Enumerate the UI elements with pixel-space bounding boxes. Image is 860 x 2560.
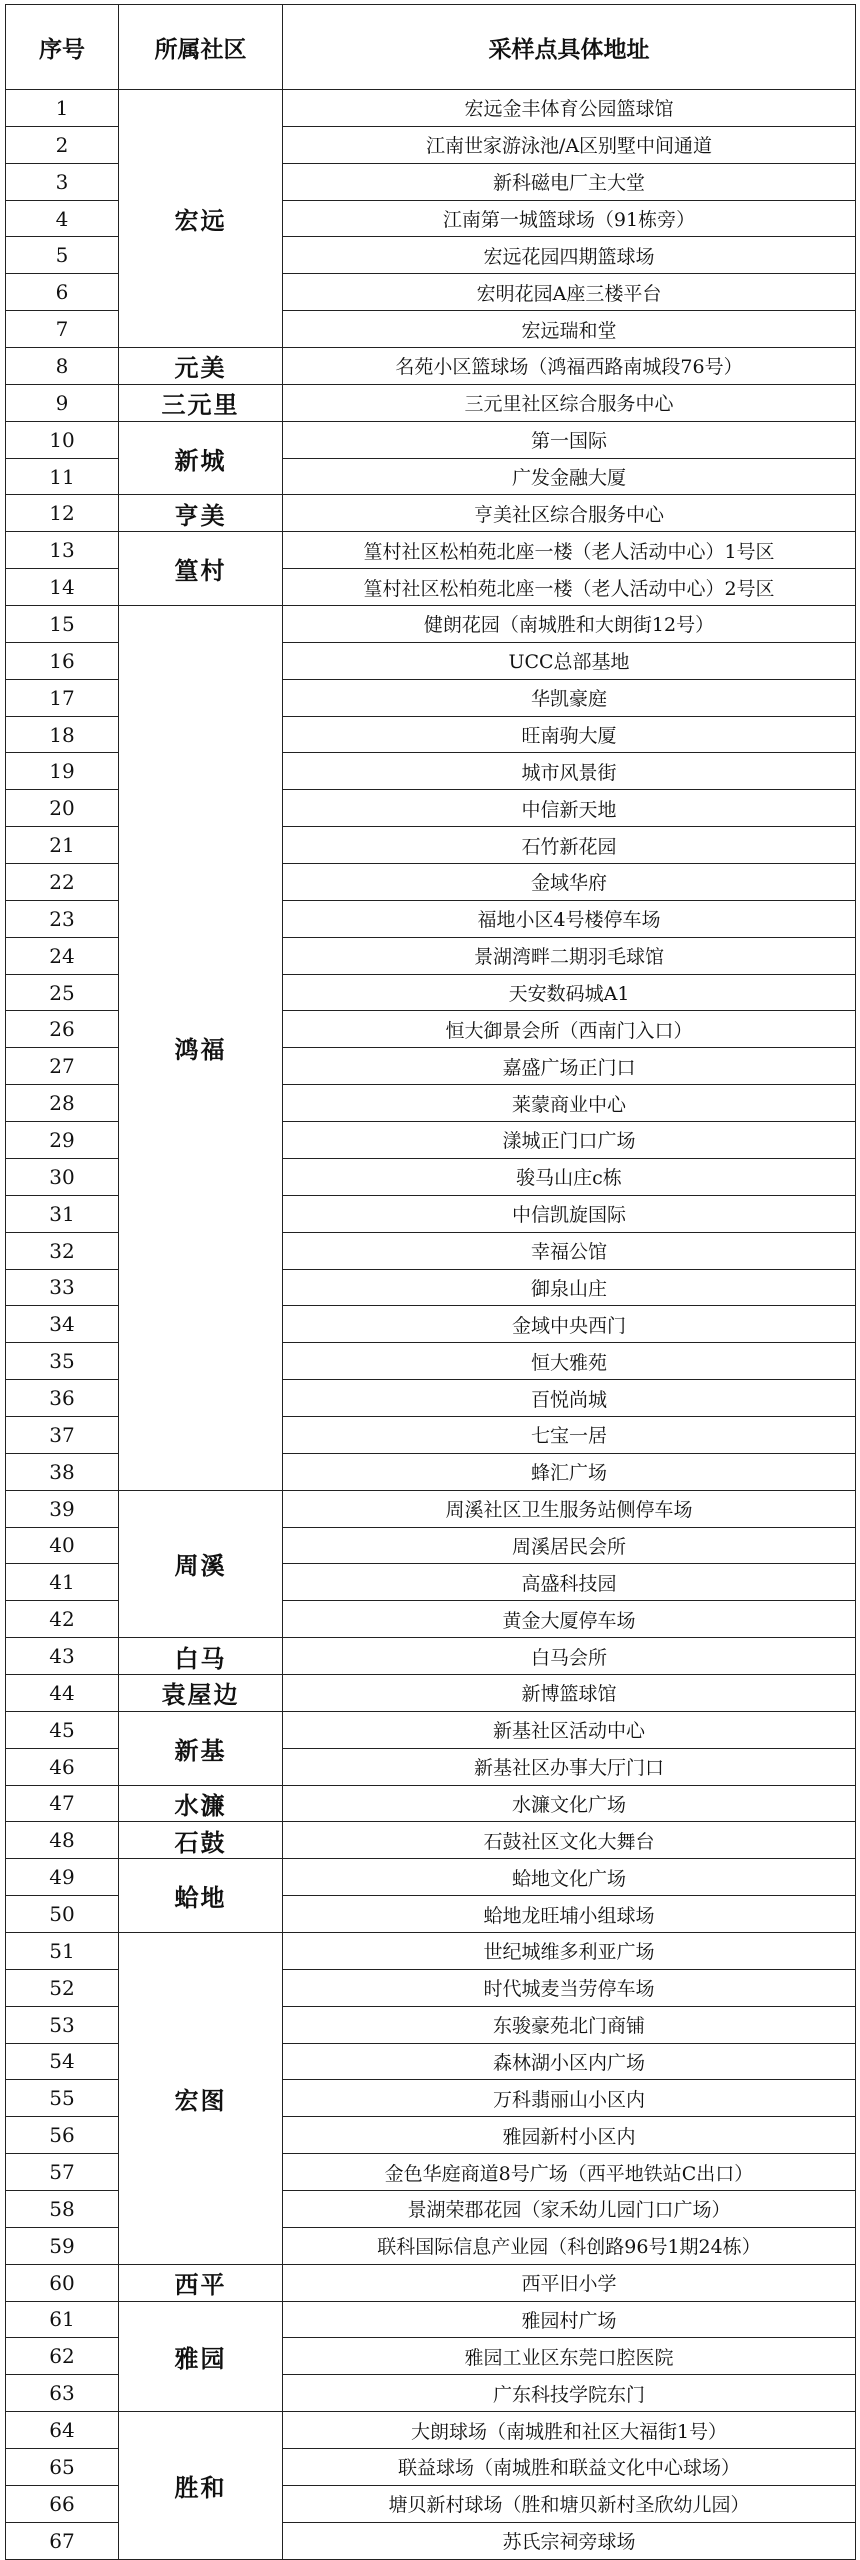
row-number: 9 <box>6 384 119 421</box>
row-number: 12 <box>6 495 119 532</box>
community-cell: 新基 <box>119 1711 283 1785</box>
community-cell: 周溪 <box>119 1490 283 1637</box>
community-cell: 宏远 <box>119 90 283 348</box>
address-cell: 嘉盛广场正门口 <box>283 1048 856 1085</box>
row-number: 54 <box>6 2043 119 2080</box>
row-number: 47 <box>6 1785 119 1822</box>
row-number: 6 <box>6 274 119 311</box>
address-cell: 苏氏宗祠旁球场 <box>283 2522 856 2559</box>
row-number: 57 <box>6 2154 119 2191</box>
row-number: 59 <box>6 2227 119 2264</box>
row-number: 53 <box>6 2006 119 2043</box>
address-cell: 健朗花园（南城胜和大朗街12号） <box>283 606 856 643</box>
address-cell: 石鼓社区文化大舞台 <box>283 1822 856 1859</box>
table-row <box>6 384 856 421</box>
address-cell: 宏远花园四期篮球场 <box>283 237 856 274</box>
address-cell: 宏远金丰体育公园篮球馆 <box>283 90 856 127</box>
row-number: 22 <box>6 864 119 901</box>
header-no: 序号 <box>6 5 119 90</box>
address-cell: 百悦尚城 <box>283 1380 856 1417</box>
address-cell: 蛤地文化广场 <box>283 1859 856 1896</box>
address-cell: 三元里社区综合服务中心 <box>283 384 856 421</box>
row-number: 17 <box>6 679 119 716</box>
address-cell: 新基社区办事大厅门口 <box>283 1748 856 1785</box>
address-cell: 恒大雅苑 <box>283 1343 856 1380</box>
header-address: 采样点具体地址 <box>283 5 856 90</box>
row-number: 65 <box>6 2449 119 2486</box>
address-cell: 石竹新花园 <box>283 827 856 864</box>
address-cell: 江南世家游泳池/A区别墅中间通道 <box>283 126 856 163</box>
row-number: 60 <box>6 2264 119 2301</box>
address-cell: 黄金大厦停车场 <box>283 1601 856 1638</box>
row-number: 33 <box>6 1269 119 1306</box>
address-cell: 新科磁电厂主大堂 <box>283 163 856 200</box>
row-number: 21 <box>6 827 119 864</box>
row-number: 43 <box>6 1638 119 1675</box>
row-number: 16 <box>6 642 119 679</box>
address-cell: 中信新天地 <box>283 790 856 827</box>
community-cell: 篁村 <box>119 532 283 606</box>
header-row <box>6 5 856 90</box>
row-number: 20 <box>6 790 119 827</box>
address-cell: 福地小区4号楼停车场 <box>283 900 856 937</box>
row-number: 23 <box>6 900 119 937</box>
address-cell: 亨美社区综合服务中心 <box>283 495 856 532</box>
row-number: 38 <box>6 1453 119 1490</box>
table-row <box>6 90 856 127</box>
address-cell: 塘贝新村球场（胜和塘贝新村圣欣幼儿园） <box>283 2485 856 2522</box>
row-number: 61 <box>6 2301 119 2338</box>
row-number: 2 <box>6 126 119 163</box>
address-cell: 水濂文化广场 <box>283 1785 856 1822</box>
row-number: 25 <box>6 974 119 1011</box>
address-cell: 万科翡丽山小区内 <box>283 2080 856 2117</box>
row-number: 46 <box>6 1748 119 1785</box>
row-number: 40 <box>6 1527 119 1564</box>
table-row <box>6 1822 856 1859</box>
address-cell: 景湖湾畔二期羽毛球馆 <box>283 937 856 974</box>
row-number: 7 <box>6 311 119 348</box>
table-row <box>6 1674 856 1711</box>
row-number: 66 <box>6 2485 119 2522</box>
address-cell: 华凯豪庭 <box>283 679 856 716</box>
address-cell: 天安数码城A1 <box>283 974 856 1011</box>
row-number: 52 <box>6 1969 119 2006</box>
table-row <box>6 348 856 385</box>
table-row <box>6 495 856 532</box>
address-cell: 莱蒙商业中心 <box>283 1085 856 1122</box>
row-number: 67 <box>6 2522 119 2559</box>
row-number: 18 <box>6 716 119 753</box>
address-cell: UCC总部基地 <box>283 642 856 679</box>
community-cell: 袁屋边 <box>119 1674 283 1711</box>
row-number: 27 <box>6 1048 119 1085</box>
community-cell: 石鼓 <box>119 1822 283 1859</box>
table-row <box>6 1859 856 1896</box>
row-number: 32 <box>6 1232 119 1269</box>
address-cell: 雅园村广场 <box>283 2301 856 2338</box>
community-cell: 鸿福 <box>119 606 283 1491</box>
row-number: 42 <box>6 1601 119 1638</box>
address-cell: 中信凯旋国际 <box>283 1195 856 1232</box>
address-cell: 景湖荣郡花园（家禾幼儿园门口广场） <box>283 2190 856 2227</box>
table-row <box>6 1711 856 1748</box>
row-number: 26 <box>6 1011 119 1048</box>
address-cell: 联科国际信息产业园（科创路96号1期24栋） <box>283 2227 856 2264</box>
row-number: 4 <box>6 200 119 237</box>
address-cell: 东骏豪苑北门商铺 <box>283 2006 856 2043</box>
address-cell: 联益球场（南城胜和联益文化中心球场） <box>283 2449 856 2486</box>
community-cell: 西平 <box>119 2264 283 2301</box>
address-cell: 蜂汇广场 <box>283 1453 856 1490</box>
address-cell: 新博篮球馆 <box>283 1674 856 1711</box>
address-cell: 大朗球场（南城胜和社区大福街1号） <box>283 2412 856 2449</box>
community-cell: 三元里 <box>119 384 283 421</box>
row-number: 55 <box>6 2080 119 2117</box>
table-row <box>6 2264 856 2301</box>
row-number: 14 <box>6 569 119 606</box>
address-cell: 骏马山庄c栋 <box>283 1158 856 1195</box>
address-cell: 金域华府 <box>283 864 856 901</box>
row-number: 5 <box>6 237 119 274</box>
address-cell: 蛤地龙旺埔小组球场 <box>283 1896 856 1933</box>
address-cell: 御泉山庄 <box>283 1269 856 1306</box>
address-cell: 雅园新村小区内 <box>283 2117 856 2154</box>
row-number: 34 <box>6 1306 119 1343</box>
row-number: 58 <box>6 2190 119 2227</box>
address-cell: 篁村社区松柏苑北座一楼（老人活动中心）1号区 <box>283 532 856 569</box>
address-cell: 雅园工业区东莞口腔医院 <box>283 2338 856 2375</box>
row-number: 1 <box>6 90 119 127</box>
community-cell: 蛤地 <box>119 1859 283 1933</box>
community-cell: 新城 <box>119 421 283 495</box>
row-number: 39 <box>6 1490 119 1527</box>
community-cell: 水濂 <box>119 1785 283 1822</box>
community-cell: 胜和 <box>119 2412 283 2559</box>
row-number: 29 <box>6 1122 119 1159</box>
row-number: 45 <box>6 1711 119 1748</box>
address-cell: 世纪城维多利亚广场 <box>283 1932 856 1969</box>
table-row <box>6 1932 856 1969</box>
address-cell: 高盛科技园 <box>283 1564 856 1601</box>
address-cell: 周溪居民会所 <box>283 1527 856 1564</box>
address-cell: 篁村社区松柏苑北座一楼（老人活动中心）2号区 <box>283 569 856 606</box>
row-number: 50 <box>6 1896 119 1933</box>
address-cell: 名苑小区篮球场（鸿福西路南城段76号） <box>283 348 856 385</box>
row-number: 49 <box>6 1859 119 1896</box>
row-number: 51 <box>6 1932 119 1969</box>
table-row <box>6 1785 856 1822</box>
community-cell: 亨美 <box>119 495 283 532</box>
address-cell: 白马会所 <box>283 1638 856 1675</box>
address-cell: 漾城正门口广场 <box>283 1122 856 1159</box>
address-cell: 旺南驹大厦 <box>283 716 856 753</box>
row-number: 10 <box>6 421 119 458</box>
row-number: 36 <box>6 1380 119 1417</box>
table-row <box>6 2412 856 2449</box>
address-cell: 森林湖小区内广场 <box>283 2043 856 2080</box>
address-cell: 宏远瑞和堂 <box>283 311 856 348</box>
address-cell: 时代城麦当劳停车场 <box>283 1969 856 2006</box>
row-number: 62 <box>6 2338 119 2375</box>
row-number: 28 <box>6 1085 119 1122</box>
community-cell: 雅园 <box>119 2301 283 2412</box>
address-cell: 周溪社区卫生服务站侧停车场 <box>283 1490 856 1527</box>
row-number: 63 <box>6 2375 119 2412</box>
address-cell: 广发金融大厦 <box>283 458 856 495</box>
row-number: 48 <box>6 1822 119 1859</box>
community-cell: 元美 <box>119 348 283 385</box>
table-row <box>6 1490 856 1527</box>
table-row <box>6 421 856 458</box>
address-cell: 金域中央西门 <box>283 1306 856 1343</box>
table-row <box>6 1638 856 1675</box>
address-cell: 七宝一居 <box>283 1416 856 1453</box>
community-cell: 宏图 <box>119 1932 283 2264</box>
row-number: 13 <box>6 532 119 569</box>
row-number: 24 <box>6 937 119 974</box>
row-number: 64 <box>6 2412 119 2449</box>
address-cell: 金色华庭商道8号广场（西平地铁站C出口） <box>283 2154 856 2191</box>
row-number: 41 <box>6 1564 119 1601</box>
row-number: 56 <box>6 2117 119 2154</box>
address-cell: 第一国际 <box>283 421 856 458</box>
community-cell: 白马 <box>119 1638 283 1675</box>
row-number: 31 <box>6 1195 119 1232</box>
table-row <box>6 2301 856 2338</box>
address-cell: 新基社区活动中心 <box>283 1711 856 1748</box>
address-cell: 西平旧小学 <box>283 2264 856 2301</box>
address-cell: 恒大御景会所（西南门入口） <box>283 1011 856 1048</box>
row-number: 3 <box>6 163 119 200</box>
table-row <box>6 606 856 643</box>
address-cell: 广东科技学院东门 <box>283 2375 856 2412</box>
row-number: 35 <box>6 1343 119 1380</box>
row-number: 19 <box>6 753 119 790</box>
row-number: 8 <box>6 348 119 385</box>
address-cell: 江南第一城篮球场（91栋旁） <box>283 200 856 237</box>
header-community: 所属社区 <box>119 5 283 90</box>
table-body <box>6 90 856 2560</box>
address-cell: 宏明花园A座三楼平台 <box>283 274 856 311</box>
address-cell: 幸福公馆 <box>283 1232 856 1269</box>
row-number: 37 <box>6 1416 119 1453</box>
table-row <box>6 532 856 569</box>
row-number: 44 <box>6 1674 119 1711</box>
row-number: 15 <box>6 606 119 643</box>
row-number: 11 <box>6 458 119 495</box>
sampling-sites-table <box>5 4 856 2560</box>
row-number: 30 <box>6 1158 119 1195</box>
address-cell: 城市风景街 <box>283 753 856 790</box>
